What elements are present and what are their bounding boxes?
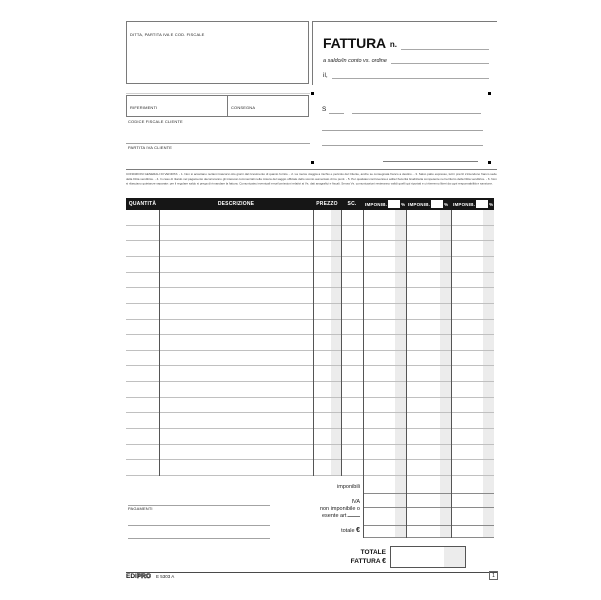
codice-fiscale-label: CODICE FISCALE CLIENTE [128, 120, 183, 125]
vat-rate-box [476, 200, 488, 208]
riferimenti-label: RIFERIMENTI [130, 106, 158, 111]
riferimenti-cell [127, 96, 228, 116]
brand-edi: EDI [126, 573, 137, 580]
totals-row-line [363, 537, 494, 538]
imponib-label: IMPONIB. [408, 201, 431, 207]
table-header [126, 198, 494, 210]
invoice-number-label: n. [389, 40, 397, 49]
totals-row-line [363, 493, 494, 494]
totale-fattura-label [300, 548, 386, 566]
separator-line [126, 93, 310, 94]
payments-line [128, 505, 270, 506]
column-header-quantita: QUANTITÀ [128, 201, 157, 207]
addressee-field-line [352, 113, 481, 114]
decimal-stripe [444, 547, 465, 567]
column-header-descrizione: DESCRIZIONE [217, 201, 255, 207]
table-row [126, 210, 494, 226]
addressee-field-line [322, 145, 483, 146]
table-row [126, 226, 494, 242]
euro-icon: € [382, 558, 386, 565]
addressee-field-line [383, 161, 478, 162]
column-line [363, 476, 364, 538]
order-field [391, 49, 489, 64]
column-line [451, 476, 452, 538]
non-imponibile-label: non imponibile o [319, 506, 360, 512]
totale-fattura-box [390, 546, 466, 568]
euro-icon: € [356, 527, 360, 534]
brand-logo [126, 573, 174, 580]
table-row [126, 460, 494, 476]
reference-box [126, 95, 309, 117]
date-label: il, [323, 72, 328, 79]
column-line [451, 210, 452, 476]
registration-mark [488, 92, 491, 95]
supplier-box-label: DITTA, PARTITA IVA E COD. FISCALE [130, 33, 205, 38]
table-row [126, 413, 494, 429]
column-header-imponib-1 [363, 198, 406, 210]
column-line [159, 210, 160, 476]
percent-label: % [401, 201, 406, 207]
date-field [332, 63, 489, 79]
form-code: E 5303 A [155, 574, 175, 579]
registration-mark [311, 92, 314, 95]
page-number-badge [489, 571, 498, 580]
registration-mark [311, 161, 314, 164]
supplier-box [126, 21, 309, 84]
column-line [406, 476, 407, 538]
table-row [126, 257, 494, 273]
column-header-imponib-2 [406, 198, 451, 210]
table-body [126, 210, 494, 476]
column-header-prezzo: PREZZO [316, 201, 338, 207]
table-row [126, 320, 494, 336]
column-line [406, 210, 407, 476]
table-row [126, 273, 494, 289]
consegna-cell [228, 96, 308, 116]
invoice-number-field [401, 26, 489, 50]
table-row [126, 398, 494, 414]
addressee-field-line [329, 113, 344, 114]
table-row [126, 382, 494, 398]
addressee-field-line [322, 130, 483, 131]
iva-label: IVA [351, 499, 360, 505]
imponib-label: IMPONIB. [365, 201, 388, 207]
totals-row-line [363, 507, 494, 508]
payments-line [128, 525, 270, 526]
table-row [126, 351, 494, 367]
column-line [363, 210, 364, 476]
totals-grid [363, 476, 494, 538]
footer-rule [126, 572, 497, 573]
totals-row-line [363, 525, 494, 526]
brand-pro: PRO [136, 573, 151, 580]
invoice-header [312, 21, 497, 85]
table-row [126, 445, 494, 461]
table-row [126, 288, 494, 304]
column-header-imponib-3 [451, 198, 494, 210]
order-label: a saldo/in conto vs. ordine [323, 58, 387, 64]
percent-label: % [444, 201, 449, 207]
payments-label: PAGAMENTI [128, 507, 153, 512]
table-row [126, 429, 494, 445]
totale-fattura-line1: TOTALE [360, 549, 386, 556]
percent-label: % [489, 201, 494, 207]
column-header-sc: SC. [347, 201, 357, 207]
table-row [126, 335, 494, 351]
codice-fiscale-line [126, 143, 310, 144]
page-number: 1 [492, 572, 495, 579]
esente-text: esente art. [322, 513, 348, 519]
form-title: FATTURA [323, 35, 386, 51]
imponib-label: IMPONIB. [453, 201, 476, 207]
sale-conditions-text: CONDIZIONI GENERALI DI VENDITA: - 1. Non si accettano reclami trascorsi otto giorni dal ricevimento di quanto fornito. - 2. La merce viaggia a rischio e pericolo del Cliente, anche se consegnata franco a destino. - 3. Salvo patto espresso, tutti i prezzi s'intendono franco sede della Ditta venditrice. - 4. In caso di ritardo nel pagamento decorreranno gli interessi commerciali nella misura del saggio ufficiale dello sconto aumentato di tre punti. - 5. Per qualsiasi controversia è adita l'Autorità Giudiziaria competente nel territorio della Ditta venditrice. - 6. Non si rilasciano quietanze separate: per il regolare saldo si prega di rimandare la fattura. Comunicateci eventuali errori/omissioni relativi ai Vs. dati anagrafici e fiscali. Senza Vs. comunicazioni resteranno validi quelli qui riportati e ci riterremo liberi da ogni responsabilità e sanzione. [126, 172, 497, 186]
table-row [126, 241, 494, 257]
payments-line [128, 538, 270, 539]
table-row [126, 366, 494, 382]
conditions-divider [126, 169, 497, 170]
esente-label [250, 513, 360, 519]
consegna-label: CONSEGNA [231, 106, 256, 111]
totale-fattura-line2 [300, 557, 386, 566]
fattura-text: FATTURA [350, 558, 381, 565]
totale-label [250, 527, 360, 534]
addressee-prefix: S [322, 106, 327, 113]
column-line [313, 210, 314, 476]
vat-rate-box [388, 200, 400, 208]
esente-article-line [348, 516, 360, 517]
registration-mark [488, 161, 491, 164]
totale-text: totale [341, 528, 355, 534]
partita-iva-label: PARTITA IVA CLIENTE [128, 146, 173, 151]
imponibili-label: imponibili [337, 484, 360, 490]
column-line [341, 210, 342, 476]
vat-rate-box [431, 200, 443, 208]
table-row [126, 304, 494, 320]
table-rows [126, 210, 494, 476]
